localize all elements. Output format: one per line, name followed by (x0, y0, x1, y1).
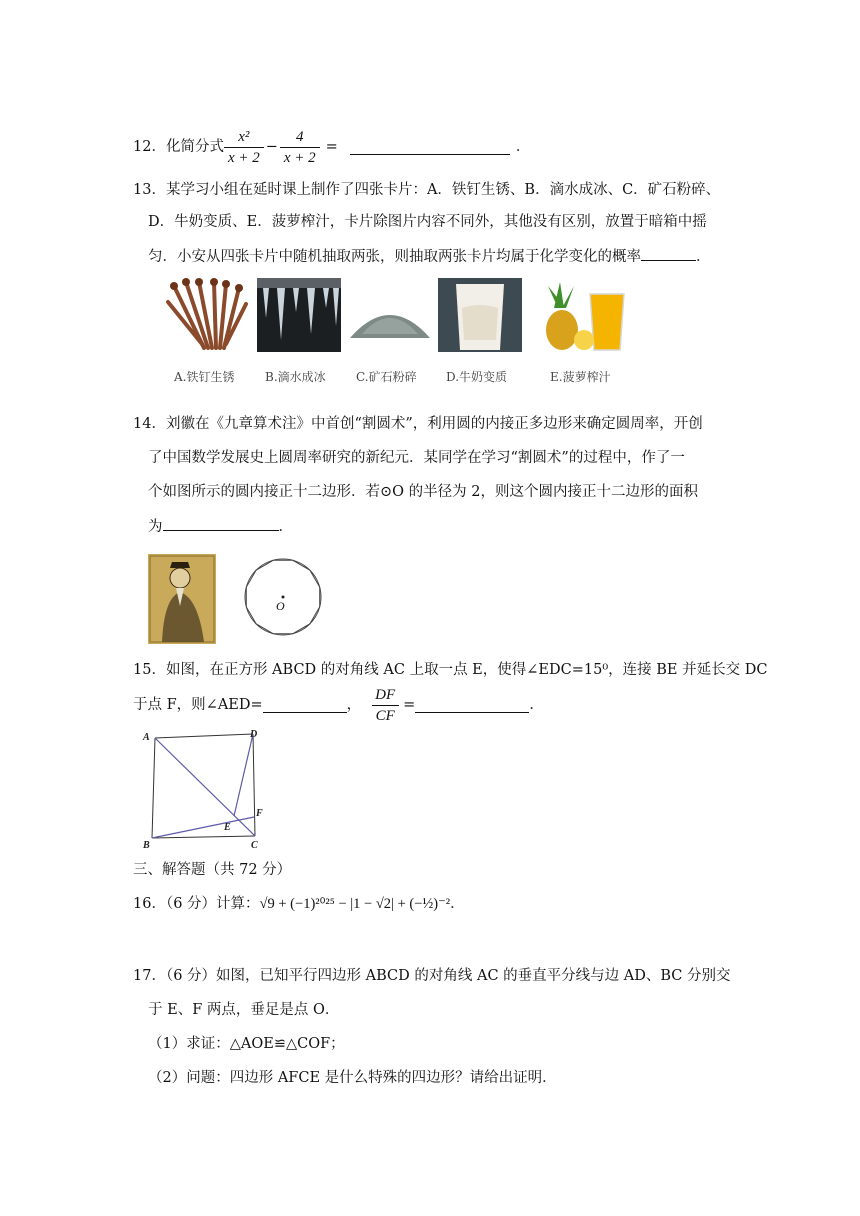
card-caption-b: B.滴水成冰 (265, 370, 326, 384)
q15-line-2 (133, 683, 544, 727)
q12-line (133, 127, 530, 167)
q14-line-4-end: ． (278, 519, 293, 535)
q16-prefix: 16．（6 分）计算： (133, 896, 260, 912)
label-c: C (251, 840, 258, 851)
q14-line-4-prefix: 为 (148, 519, 163, 535)
q15-line-2-prefix: 于点 F，则∠AED= (133, 697, 263, 713)
q17-part-2: （2）问题：四边形 AFCE 是什么特殊的四边形？请给出证明． (148, 1070, 557, 1086)
card-caption-c: C.矿石粉碎 (356, 370, 417, 384)
q12-minus: − (265, 139, 278, 155)
q12-end: ． (515, 139, 531, 155)
q15-eq: = (403, 697, 416, 713)
square-abcd-figure (140, 726, 270, 852)
card-caption-a: A.铁钉生锈 (174, 370, 235, 384)
q13-line-3-text: 匀．小安从四张卡片中随机抽取两张，则抽取两张卡片均属于化学变化的概率 (148, 249, 641, 265)
q17-line-1: 17．（6 分）如图，已知平行四边形 ABCD 的对角线 AC 的垂直平分线与边 AD、BC 分别交 (133, 968, 731, 984)
q16-line (133, 894, 465, 914)
q15-answer-blank-1[interactable] (263, 698, 347, 713)
q13-line-2: D．牛奶变质、E．菠萝榨汁，卡片除图片内容不同外，其他没有区别，放置于暗箱中摇 (148, 214, 707, 230)
iron-nails-image (164, 278, 250, 352)
crushed-ore-image (348, 278, 432, 352)
q14-line-1: 14．刘徽在《九章算术注》中首创“割圆术”，利用圆的内接正多边形来确定圆周率，开创 (133, 416, 703, 432)
q13-answer-blank[interactable] (641, 246, 696, 261)
section-3-heading: 三、解答题（共 72 分） (133, 862, 292, 878)
q15-frac-numerator: DF (375, 686, 396, 703)
q12-frac1-denominator: x + 2 (224, 147, 264, 168)
label-e: E (224, 822, 231, 833)
icicles-image (257, 278, 341, 352)
q14-center-label: O (276, 599, 285, 613)
liu-hui-portrait-image (148, 554, 216, 644)
q15-fraction (371, 685, 399, 726)
q15-end: ． (529, 697, 544, 713)
q14-line-2: 了中国数学发展史上圆周率研究的新纪元．某同学在学习“割圆术”的过程中，作了一 (148, 450, 685, 466)
q15-line-1: 15．如图，在正方形 ABCD 的对角线 AC 上取一点 E，使得∠EDC=15⁰，连接 BE 并延长交 DC (133, 662, 768, 678)
label-b: B (143, 840, 150, 851)
q14-answer-blank[interactable] (163, 516, 279, 531)
q12-answer-blank[interactable] (350, 140, 510, 155)
label-f: F (256, 808, 263, 819)
spoiled-milk-image (438, 278, 522, 352)
q13-line-3 (148, 246, 711, 267)
q13-line-1: 13．某学习小组在延时课上制作了四张卡片：A．铁钉生锈、B．滴水成冰、C．矿石粉碎、 (133, 182, 721, 198)
card-caption-e: E.菠萝榨汁 (550, 370, 611, 384)
card-caption-d: D.牛奶变质 (446, 370, 508, 384)
pineapple-juice-image (538, 278, 636, 352)
q12-frac1-numerator: x² (238, 128, 250, 145)
q17-part-1: （1）求证：△AOE≌△COF； (148, 1036, 345, 1052)
q15-answer-blank-2[interactable] (415, 698, 529, 713)
q13-line-3-end: ． (696, 249, 711, 265)
label-d: D (250, 729, 258, 740)
q14-line-3: 个如图所示的圆内接正十二边形．若⊙O 的半径为 2，则这个圆内接正十二边形的面积 (148, 484, 698, 500)
q14-line-4 (148, 516, 293, 537)
q12-fraction-1 (224, 127, 264, 168)
q12-prefix: 12．化简分式 (133, 139, 224, 155)
q16-expression: √9 + (−1)²⁰²⁵ − |1 − √2| + (−½)⁻²． (259, 896, 465, 912)
q15-comma: ， (346, 697, 362, 713)
q12-frac2-numerator: 4 (296, 128, 304, 145)
label-a: A (143, 732, 150, 743)
q12-equals: = (325, 139, 338, 155)
q17-line-2: 于 E、F 两点，垂足是点 O． (148, 1002, 340, 1018)
q12-fraction-2 (280, 127, 320, 168)
q12-frac2-denominator: x + 2 (280, 147, 320, 168)
q15-frac-denominator: CF (372, 705, 399, 726)
